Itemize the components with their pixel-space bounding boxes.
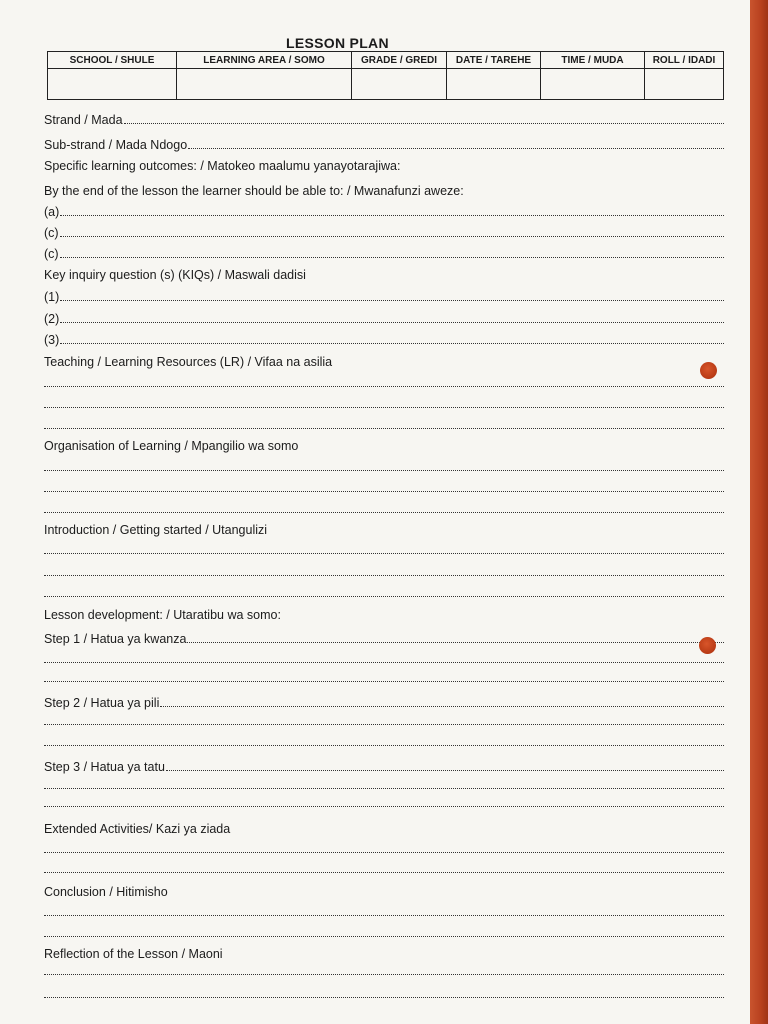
- outcome-a-line[interactable]: [44, 203, 724, 219]
- punch-hole-icon: [700, 362, 717, 379]
- kiq-1-line[interactable]: [44, 288, 724, 304]
- step2-label: Step 2 / Hatua ya pili: [44, 696, 160, 710]
- introduction-blank-2[interactable]: [44, 575, 724, 576]
- col-school: SCHOOL / SHULE: [48, 52, 177, 69]
- outcomes-heading: Specific learning outcomes: / Matokeo maalumu yanayotarajiwa:: [44, 159, 401, 173]
- organisation-blank-2[interactable]: [44, 491, 724, 492]
- kiq-2-blank[interactable]: [60, 321, 724, 323]
- kiq-3-line[interactable]: [44, 331, 724, 347]
- kiq-2-line[interactable]: [44, 310, 724, 326]
- resources-blank-3[interactable]: [44, 428, 724, 429]
- reflection-heading: Reflection of the Lesson / Maoni: [44, 947, 223, 961]
- header-table: [47, 51, 724, 100]
- step2-blank[interactable]: [160, 705, 724, 707]
- outcome-a-blank[interactable]: [60, 214, 724, 216]
- sub-strand-blank[interactable]: [188, 147, 724, 149]
- kiq-1-label: (1): [44, 290, 60, 304]
- kiq-3-label: (3): [44, 333, 60, 347]
- outcome-c-line[interactable]: [44, 245, 724, 261]
- step3-line[interactable]: [44, 758, 724, 774]
- col-learning-area: LEARNING AREA / SOMO: [177, 52, 352, 69]
- step1-blank-3[interactable]: [44, 681, 724, 682]
- step3-blank-3[interactable]: [44, 806, 724, 807]
- kiq-1-blank[interactable]: [60, 299, 724, 301]
- organisation-heading: Organisation of Learning / Mpangilio wa somo: [44, 439, 299, 453]
- resources-blank-1[interactable]: [44, 386, 724, 387]
- organisation-blank-3[interactable]: [44, 512, 724, 513]
- conclusion-blank-2[interactable]: [44, 936, 724, 937]
- resources-blank-2[interactable]: [44, 407, 724, 408]
- development-heading: Lesson development: / Utaratibu wa somo:: [44, 608, 281, 622]
- reflection-blank-1[interactable]: [44, 974, 724, 975]
- kiq-heading: Key inquiry question (s) (KIQs) / Maswali dadisi: [44, 268, 306, 282]
- sub-strand-line[interactable]: [44, 136, 724, 152]
- strand-label: Strand / Mada: [44, 113, 123, 127]
- conclusion-blank-1[interactable]: [44, 915, 724, 916]
- learning-area-field[interactable]: [177, 69, 352, 100]
- introduction-blank-3[interactable]: [44, 596, 724, 597]
- introduction-heading: Introduction / Getting started / Utangulizi: [44, 523, 268, 537]
- step1-blank-2[interactable]: [44, 662, 724, 663]
- punch-hole-icon: [699, 637, 716, 654]
- extended-blank-2[interactable]: [44, 872, 724, 873]
- page-title: LESSON PLAN: [286, 35, 389, 51]
- header-row: [48, 52, 724, 69]
- strand-blank[interactable]: [124, 122, 724, 124]
- introduction-blank-1[interactable]: [44, 553, 724, 554]
- step2-line[interactable]: [44, 694, 724, 710]
- extended-heading: Extended Activities/ Kazi ya ziada: [44, 822, 231, 836]
- time-field[interactable]: [541, 69, 645, 100]
- step1-label: Step 1 / Hatua ya kwanza: [44, 632, 187, 646]
- extended-blank-1[interactable]: [44, 852, 724, 853]
- outcome-b-label: (c): [44, 226, 59, 240]
- by-end-heading: By the end of the lesson the learner should be able to: / Mwanafunzi aweze:: [44, 184, 464, 198]
- step3-blank-2[interactable]: [44, 788, 724, 789]
- outcome-c-blank[interactable]: [60, 256, 724, 258]
- step2-blank-2[interactable]: [44, 724, 724, 725]
- col-date: DATE / TAREHE: [447, 52, 541, 69]
- outcome-c-label: (c): [44, 247, 59, 261]
- outcome-b-blank[interactable]: [60, 235, 724, 237]
- kiq-2-label: (2): [44, 312, 60, 326]
- school-field[interactable]: [48, 69, 177, 100]
- entry-row[interactable]: [48, 69, 724, 100]
- outcome-a-label: (a): [44, 205, 60, 219]
- col-grade: GRADE / GREDI: [352, 52, 447, 69]
- reflection-blank-2[interactable]: [44, 997, 724, 998]
- outcome-b-line[interactable]: [44, 224, 724, 240]
- resources-heading: Teaching / Learning Resources (LR) / Vifaa na asilia: [44, 355, 333, 369]
- step1-blank[interactable]: [187, 641, 724, 643]
- step1-line[interactable]: [44, 630, 724, 646]
- date-field[interactable]: [447, 69, 541, 100]
- col-time: TIME / MUDA: [541, 52, 645, 69]
- sub-strand-label: Sub-strand / Mada Ndogo: [44, 138, 188, 152]
- col-roll: ROLL / IDADI: [645, 52, 724, 69]
- step2-blank-3[interactable]: [44, 745, 724, 746]
- strand-line[interactable]: [44, 111, 724, 127]
- kiq-3-blank[interactable]: [60, 342, 724, 344]
- conclusion-heading: Conclusion / Hitimisho: [44, 885, 168, 899]
- step3-blank[interactable]: [166, 769, 724, 771]
- roll-field[interactable]: [645, 69, 724, 100]
- red-backing-edge: [750, 0, 768, 1024]
- step3-label: Step 3 / Hatua ya tatu: [44, 760, 165, 774]
- grade-field[interactable]: [352, 69, 447, 100]
- organisation-blank-1[interactable]: [44, 470, 724, 471]
